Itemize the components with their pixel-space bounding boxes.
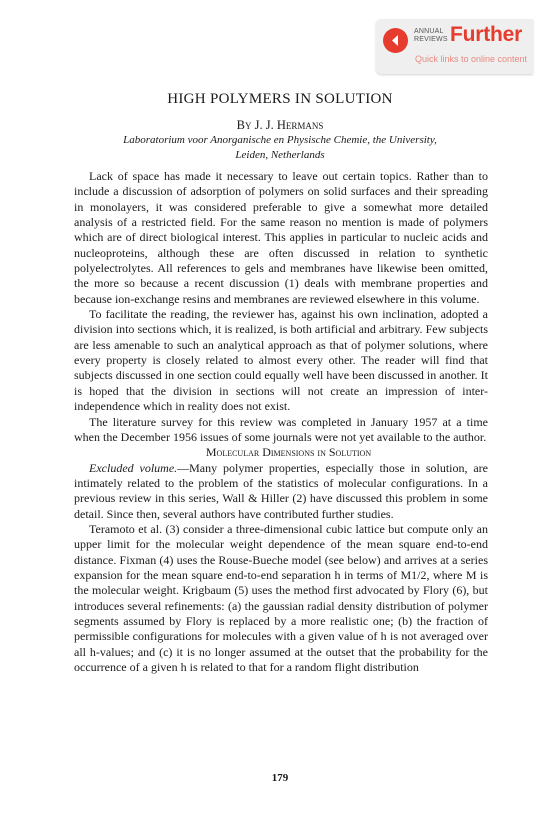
arrow-icon <box>383 28 408 53</box>
further-label: Further <box>450 23 523 46</box>
author-affiliation <box>0 133 560 163</box>
paragraph: Lack of space has made it necessary to leave out certain topics. Rather than to include a discussion of adsorption of polymers on solid surfaces and their spreading in monolayers, it was considered preferable to give a somewhat more detailed analysis of a restricted field. For the same reason no mention is made of polymers which are of direct biological interest. This applies in particular to nucleic acids and nucleoproteins, although these are often discussed in relation to synthetic polyelectrolytes. All references to gels and membranes have likewise been omitted, the more so because a recent discussion (1) deals with membrane properties and because ion-exchange resins and membranes are reviewed elsewhere in this volume. <box>74 169 488 306</box>
article-author: By J. J. Hermans <box>236 118 324 132</box>
paragraph: To facilitate the reading, the reviewer has, against his own inclination, adopted a division into sections which, it is realized, is both artificial and arbitrary. Few subjects are less amenable to such an analytical approach as that of polymer solutions, where every property is closely related to almost every other. The reader will find that subjects discussed in one section could equally well have been discussed in another. It is hoped that the division in sections will not create an impression of inter-independence which in reality does not exist. <box>74 307 488 414</box>
article-body <box>74 169 488 675</box>
affiliation-line: Laboratorium voor Anorganische en Physische Chemie, the University, <box>123 134 437 146</box>
paragraph: The literature survey for this review was completed in January 1957 at a time when the December 1956 issues of some journals were not yet available to the author. <box>74 414 488 444</box>
paragraph: Teramoto et al. (3) consider a three-dimensional cubic lattice but compute only an upper limit for the molecular weight dependence of the mean square end-to-end distance. Fixman (4) uses the Rouse-Bueche model (see below) and arrives at a series expansion for the mean square end-to-end separation h in terms of M1/2, where M is the molecular weight. Krigbaum (5) uses the method first advocated by Flory (6), but introduces several refinements: (a) the gaussian radial density distribution of polymer segments assumed by Flory is replaced by a more realistic one; (b) the fraction of permissible configurations for molecules with a given value of h is not averaged over all h-values; and (c) it is no longer assumed at the outset that the probability for the occurrence of a given h is related to that for a random flight distribution <box>74 521 488 674</box>
runin-heading: Excluded volume. <box>89 460 178 475</box>
affiliation-line: Leiden, Netherlands <box>235 149 325 161</box>
article-title: HIGH POLYMERS IN SOLUTION <box>167 91 393 107</box>
quick-links-label: Quick links to online content <box>415 54 528 64</box>
further-badge[interactable] <box>376 19 533 74</box>
paragraph-text: —Many polymer properties, especially those in solution, are intimately related to the problem of the statistics of molecular configurations. In a previous review in this series, Wall & Hiller (2) have discussed this problem in some detail. Since then, several authors have contributed further studies. <box>74 460 488 521</box>
page-number: 179 <box>271 772 289 784</box>
annual-reviews-logo: ANNUAL REVIEWS <box>414 28 448 43</box>
section-heading: Molecular Dimensions in Solution <box>205 445 372 460</box>
paragraph <box>74 461 488 522</box>
